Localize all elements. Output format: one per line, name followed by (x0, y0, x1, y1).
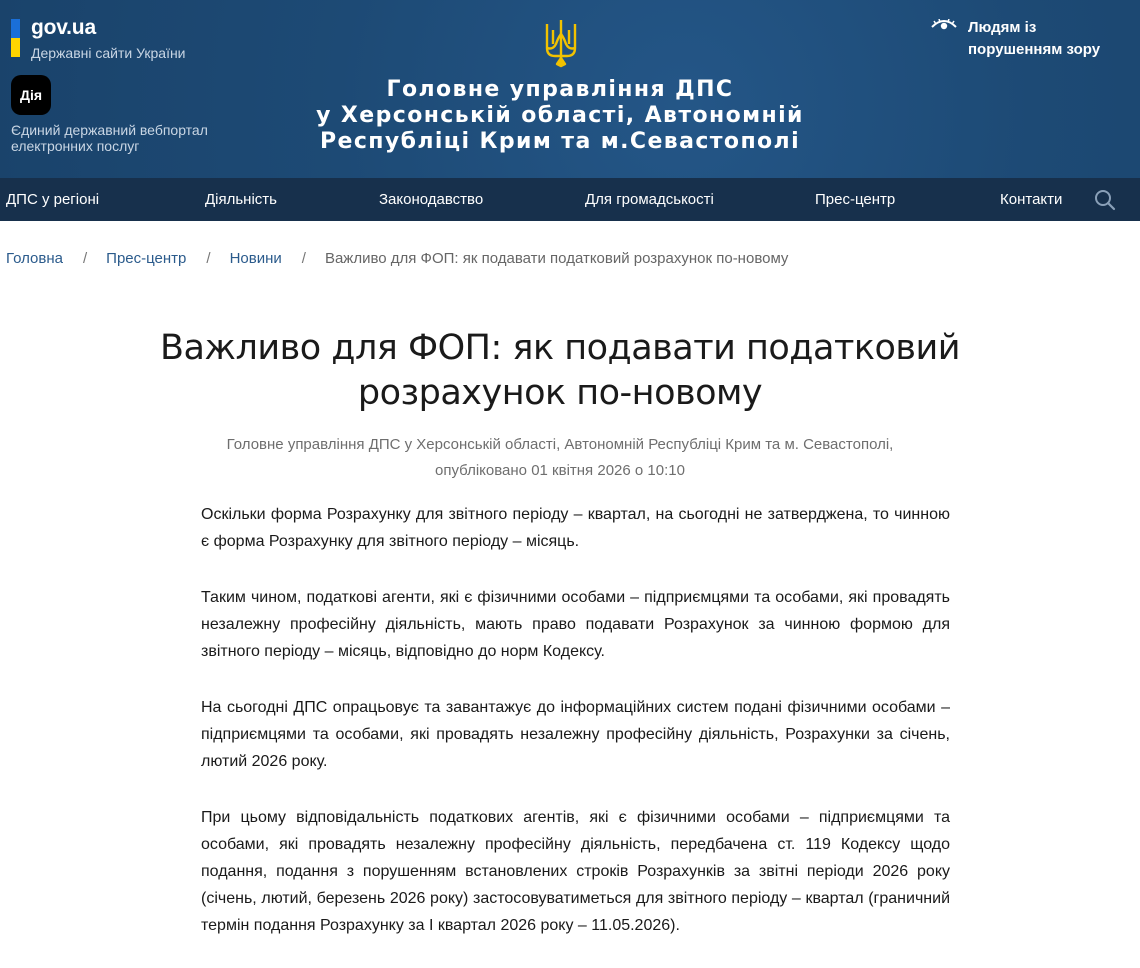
nav-item-public[interactable]: Для громадськості (585, 191, 714, 208)
nav-item-press[interactable]: Прес-центр (815, 191, 896, 208)
accessibility-label: Людям із порушенням зору (968, 19, 1101, 58)
govua-subtitle: Державні сайти України (31, 45, 186, 61)
article-paragraph: На сьогодні ДПС опрацьовує та завантажує до інформаційних систем подані фізичними особами – підприємцями та особами, які провадять незалежну професійну діяльність, Розрахунки за січень, лютий 2026 року. (201, 699, 950, 770)
diia-subtitle[interactable]: Єдиний державний вебпортал електронних послуг (11, 122, 208, 154)
article-body (201, 501, 950, 968)
breadcrumb (6, 250, 788, 267)
breadcrumb-news[interactable]: Новини (229, 250, 282, 267)
article-date: опубліковано 01 квітня 2026 о 10:10 (435, 462, 685, 479)
article-author: Головне управління ДПС у Херсонській області, Автономній Республіці Крим та м. Севастополі, (226, 436, 894, 453)
article-paragraph: Оскільки форма Розрахунку для звітного періоду – квартал, на сьогодні не затверджена, то чинною є форма Розрахунку для звітного періоду – місяць. (201, 506, 950, 550)
article-paragraph: При цьому відповідальність податкових агентів, які є фізичними особами – підприємцями та особами, які провадять незалежну професійну діяльність, передбачена ст. 119 Кодексу щодо подання, подання з порушенням встановлених строків Розрахунків за звітні періоди 2026 року (січень, лютий, березень 2026 року) застосовуватиметься для звітного періоду – квартал (граничний термін подання Розрахунку за I квартал 2026 року – 11.05.2026). (201, 809, 950, 934)
nav-item-activity[interactable]: Діяльність (205, 191, 277, 208)
breadcrumb-separator: / (83, 250, 88, 267)
nav-item-region[interactable]: ДПС у регіоні (6, 191, 100, 208)
govua-title: gov.ua (31, 16, 96, 39)
breadcrumb-press[interactable]: Прес-центр (106, 250, 187, 267)
site-header (0, 0, 1140, 178)
diia-logo[interactable]: Дія (11, 75, 51, 115)
nav-item-legislation[interactable]: Законодавство (379, 191, 484, 208)
search-icon[interactable] (1094, 189, 1116, 211)
article-paragraph: Таким чином, податкові агенти, які є фізичними особами – підприємцями та особами, які провадять незалежну професійну діяльність, мають право подавати Розрахунок за чинною формою для звітного періоду – місяць, відповідно до норм Кодексу. (201, 589, 950, 660)
org-title (300, 77, 820, 155)
article-meta (200, 432, 920, 484)
eye-icon (931, 19, 957, 33)
breadcrumb-separator: / (301, 250, 306, 267)
nav-item-contacts[interactable]: Контакти (1000, 191, 1063, 208)
org-title-line: у Херсонській області, Автономній (316, 103, 804, 128)
breadcrumb-home[interactable]: Головна (6, 250, 63, 267)
article-title: Важливо для ФОП: як подавати податковий розрахунок по-новому (159, 328, 961, 413)
trident-icon (544, 18, 578, 68)
org-title-line: Республіці Крим та м.Севастополі (319, 129, 801, 154)
org-title-line: Головне управління ДПС (386, 77, 734, 102)
breadcrumb-current: Важливо для ФОП: як подавати податковий розрахунок по-новому (324, 250, 789, 267)
ukraine-flag-icon (11, 19, 20, 57)
breadcrumb-separator: / (206, 250, 211, 267)
accessibility-toggle[interactable] (931, 17, 1100, 61)
main-nav (0, 178, 1140, 221)
